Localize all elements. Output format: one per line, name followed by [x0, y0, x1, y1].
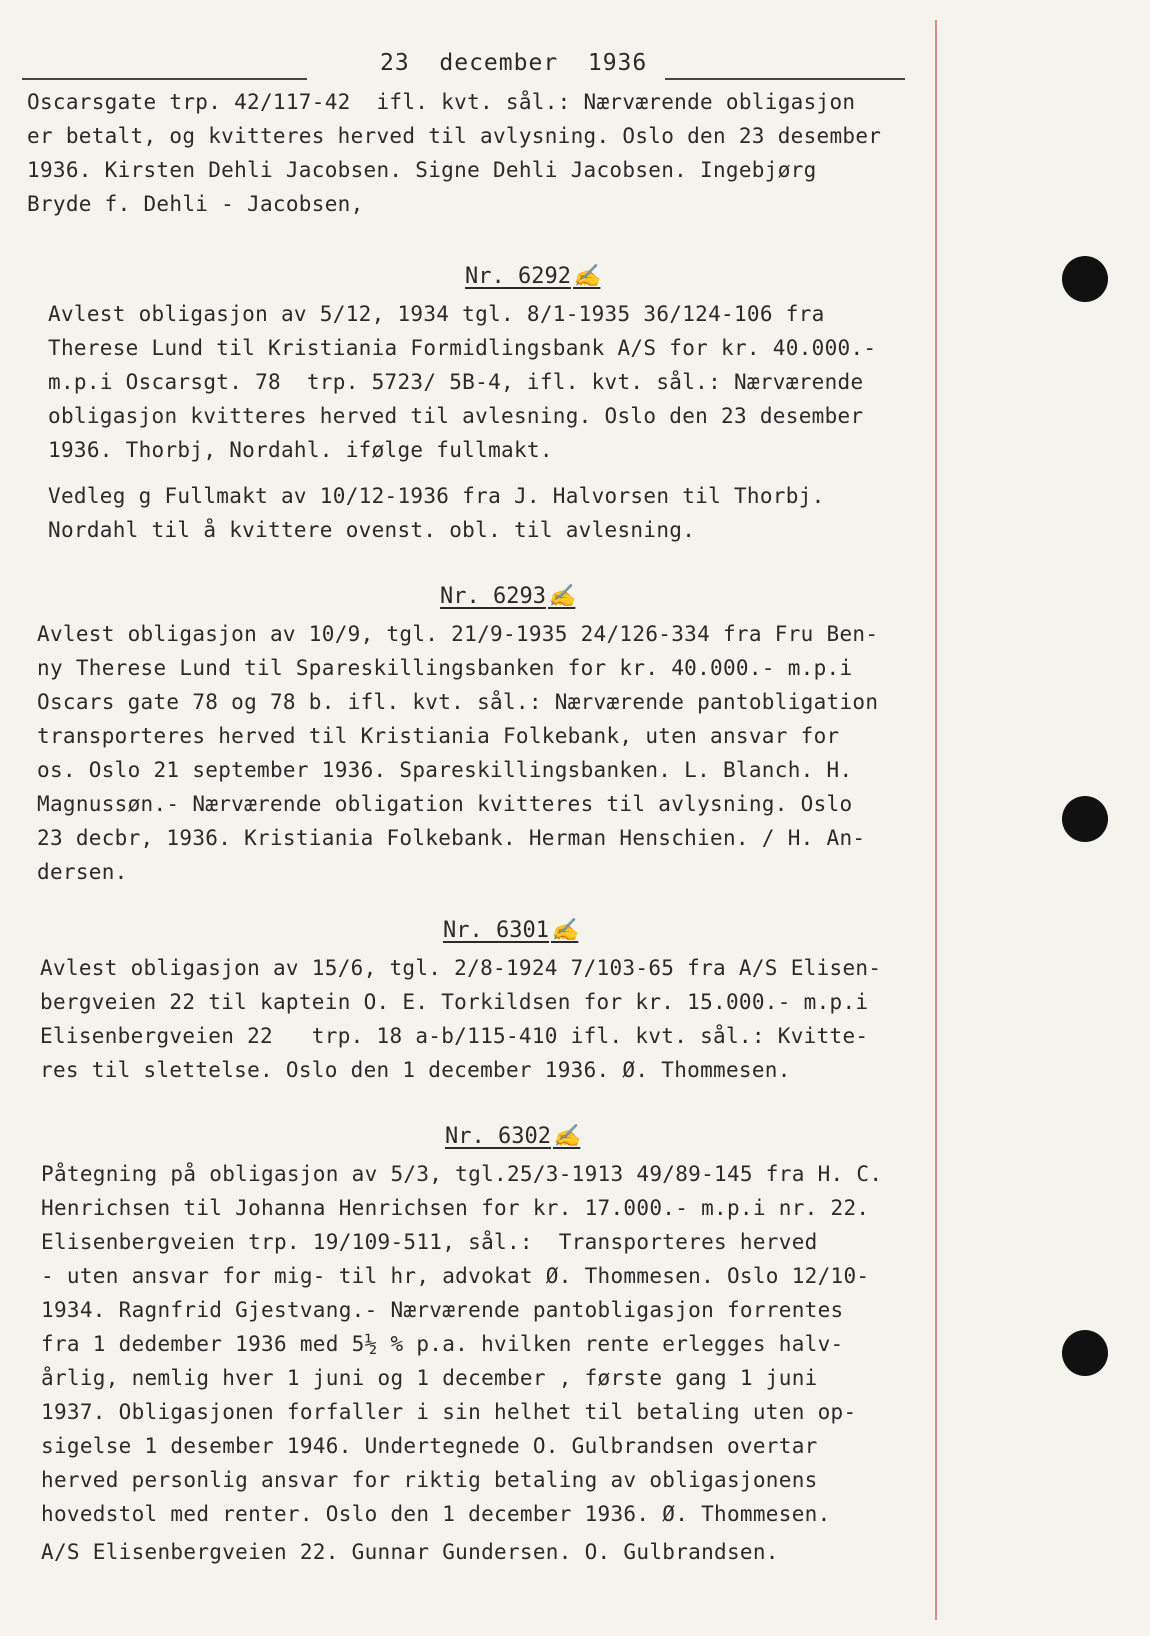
initials-mark: ✍	[552, 1124, 581, 1149]
text-line: fra 1 dedember 1936 med 5½ % p.a. hvilken rente erlegges halv-	[41, 1332, 844, 1356]
text-line: Avlest obligasjon av 15/6, tgl. 2/8-1924 7/103-65 fra A/S Elisen-	[40, 956, 882, 980]
margin-rule	[935, 20, 937, 1620]
text-line: Oscarsgate trp. 42/117-42 ifl. kvt. sål.: Nærværende obligasjon	[27, 90, 856, 114]
text-line: årlig, nemlig hver 1 juni og 1 december , første gang 1 juni	[41, 1366, 818, 1390]
text-line: - uten ansvar for mig- til hr, advokat Ø. Thommesen. Oslo 12/10-	[41, 1264, 870, 1288]
text-line: hovedstol med renter. Oslo den 1 december 1936. Ø. Thommesen.	[41, 1502, 831, 1526]
header-rule-right	[665, 78, 905, 80]
initials-mark: ✍	[547, 584, 576, 609]
entry-number: Nr. 6293✍	[440, 584, 576, 609]
text-line: er betalt, og kvitteres herved til avlysning. Oslo den 23 desember	[27, 124, 882, 148]
text-line: herved personlig ansvar for riktig betaling av obligasjonens	[41, 1468, 818, 1492]
text-line: sigelse 1 desember 1946. Undertegnede O. Gulbrandsen overtar	[41, 1434, 818, 1458]
text-line: dersen.	[37, 860, 128, 884]
punch-hole	[1062, 796, 1108, 842]
text-line: Bryde f. Dehli - Jacobsen,	[27, 192, 364, 216]
text-line: A/S Elisenbergveien 22. Gunnar Gundersen. O. Gulbrandsen.	[41, 1540, 779, 1564]
text-line: os. Oslo 21 september 1936. Spareskillingsbanken. L. Blanch. H.	[37, 758, 853, 782]
text-line: Nordahl til å kvittere ovenst. obl. til avlesning.	[48, 518, 696, 542]
text-line: 1936. Thorbj, Nordahl. ifølge fullmakt.	[48, 438, 553, 462]
text-line: Påtegning på obligasjon av 5/3, tgl.25/3-1913 49/89-145 fra H. C.	[41, 1162, 883, 1186]
initials-mark: ✍	[550, 918, 579, 943]
header-rule-left	[22, 78, 307, 80]
punch-hole	[1062, 1330, 1108, 1376]
initials-mark: ✍	[572, 264, 601, 289]
entry-number: Nr. 6301✍	[443, 918, 579, 943]
text-line: 23 decbr, 1936. Kristiania Folkebank. Herman Henschien. / H. An-	[37, 826, 866, 850]
text-line: Vedleg g Fullmakt av 10/12-1936 fra J. Halvorsen til Thorbj.	[48, 484, 825, 508]
punch-hole	[1062, 256, 1108, 302]
text-line: Elisenbergveien 22 trp. 18 a-b/115-410 ifl. kvt. sål.: Kvitte-	[40, 1024, 869, 1048]
text-line: 1934. Ragnfrid Gjestvang.- Nærværende pantobligasjon forrentes	[41, 1298, 844, 1322]
text-line: Avlest obligasjon av 5/12, 1934 tgl. 8/1-1935 36/124-106 fra	[48, 302, 825, 326]
text-line: Henrichsen til Johanna Henrichsen for kr. 17.000.- m.p.i nr. 22.	[41, 1196, 870, 1220]
text-line: res til slettelse. Oslo den 1 december 1936. Ø. Thommesen.	[40, 1058, 791, 1082]
page-date: 23 december 1936	[380, 50, 648, 76]
text-line: Elisenbergveien trp. 19/109-511, sål.: Transporteres herved	[41, 1230, 818, 1254]
text-line: obligasjon kvitteres herved til avlesning. Oslo den 23 desember	[48, 404, 864, 428]
text-line: bergveien 22 til kaptein O. E. Torkildsen for kr. 15.000.- m.p.i	[40, 990, 869, 1014]
text-line: m.p.i Oscarsgt. 78 trp. 5723/ 5B-4, ifl. kvt. sål.: Nærværende	[48, 370, 864, 394]
text-line: Oscars gate 78 og 78 b. ifl. kvt. sål.: Nærværende pantobligation	[37, 690, 879, 714]
text-line: Avlest obligasjon av 10/9, tgl. 21/9-1935 24/126-334 fra Fru Ben-	[37, 622, 879, 646]
text-line: transporteres herved til Kristiania Folkebank, uten ansvar for	[37, 724, 840, 748]
text-line: 1936. Kirsten Dehli Jacobsen. Signe Dehli Jacobsen. Ingebjørg	[27, 158, 817, 182]
text-line: 1937. Obligasjonen forfaller i sin helhet til betaling uten op-	[41, 1400, 857, 1424]
entry-number: Nr. 6302✍	[445, 1124, 581, 1149]
text-line: ny Therese Lund til Spareskillingsbanken for kr. 40.000.- m.p.i	[37, 656, 853, 680]
entry-number: Nr. 6292✍	[465, 264, 601, 289]
text-line: Magnussøn.- Nærværende obligation kvitteres til avlysning. Oslo	[37, 792, 853, 816]
text-line: Therese Lund til Kristiania Formidlingsbank A/S for kr. 40.000.-	[48, 336, 877, 360]
